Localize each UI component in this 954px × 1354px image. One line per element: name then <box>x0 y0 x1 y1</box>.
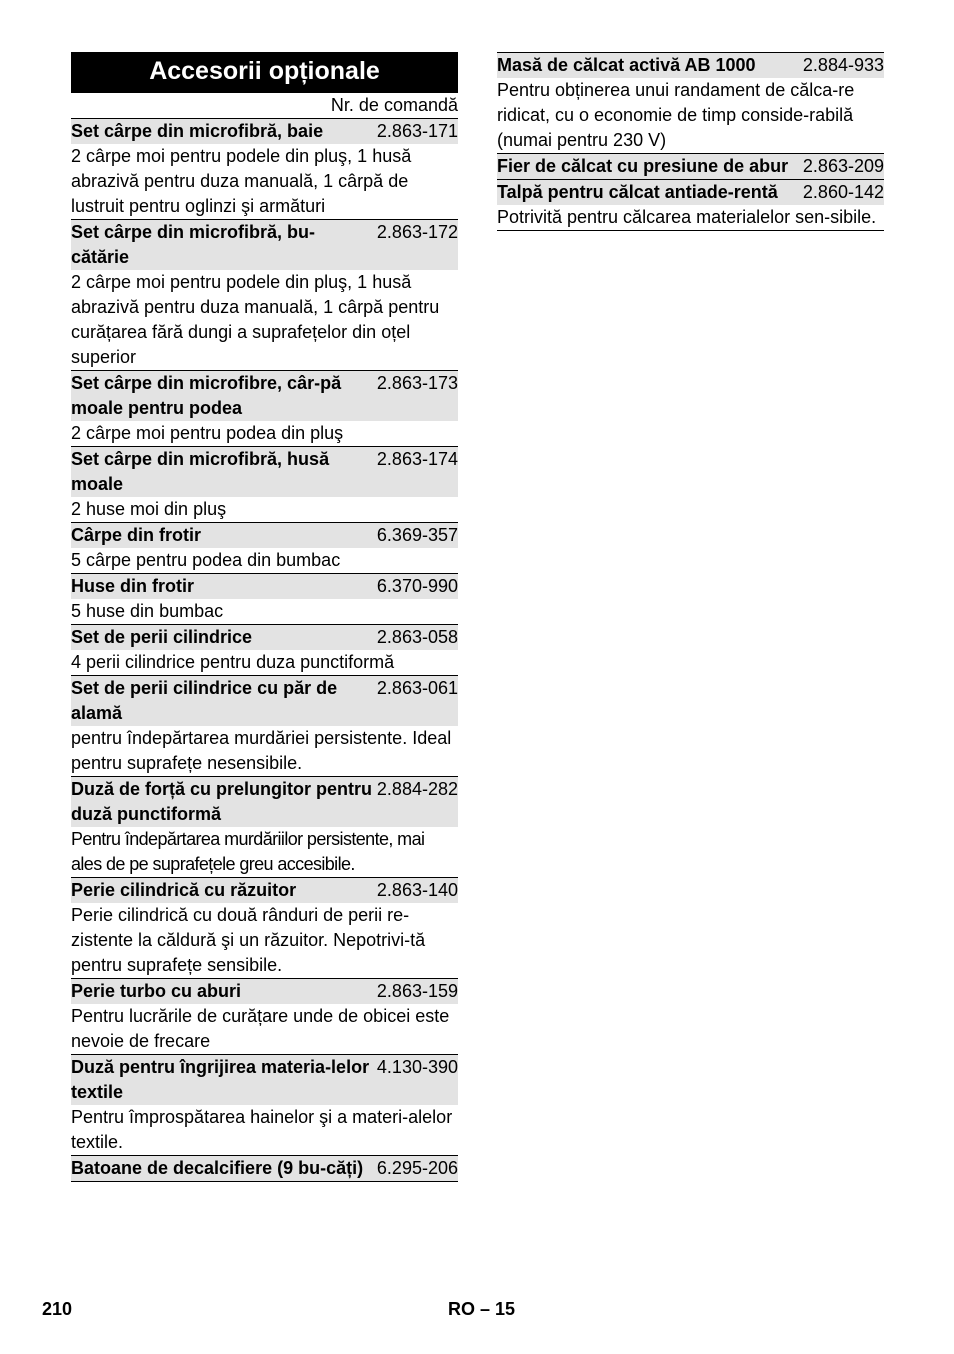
accessory-item <box>71 878 458 979</box>
accessory-item <box>497 154 884 180</box>
order-number: 6.295-206 <box>376 1158 458 1178</box>
right-column <box>497 52 884 231</box>
accessory-name: Set cârpe din microfibră, husă moale <box>71 449 330 494</box>
accessory-item <box>71 574 458 625</box>
accessory-description: Perie cilindrică cu două rânduri de perii re-zistente la căldură şi un răzuitor. Nepotrivi-tă pentru suprafețe sensibile. <box>71 903 458 979</box>
accessory-item-header <box>71 676 458 726</box>
accessory-description: 2 cârpe moi pentru podele din pluş, 1 husă abrazivă pentru duza manuală, 1 cârpă pentru curățarea fără dungi a suprafețelor din oțel superior <box>71 270 458 371</box>
order-number: 2.863-058 <box>376 627 458 647</box>
order-number: 2.863-140 <box>376 880 458 900</box>
accessory-description: 5 cârpe pentru podea din bumbac <box>71 548 458 574</box>
accessory-item-header <box>71 625 458 650</box>
order-number: 2.863-061 <box>376 678 458 698</box>
accessory-description: 5 huse din bumbac <box>71 599 458 625</box>
accessory-item-header <box>71 447 458 497</box>
accessory-name: Set cârpe din microfibră, baie <box>71 121 324 141</box>
order-number: 2.863-209 <box>802 156 884 176</box>
accessory-item-header <box>71 979 458 1004</box>
accessory-name: Duză de forță cu prelungitor pentru duză punctiformă <box>71 779 373 824</box>
accessory-item <box>71 119 458 220</box>
accessory-item-header <box>71 1156 458 1182</box>
accessory-description: 2 huse moi din pluş <box>71 497 458 523</box>
order-number: 2.863-159 <box>376 981 458 1001</box>
section-label: RO – 15 <box>448 1299 516 1319</box>
accessory-list <box>71 119 458 1182</box>
accessory-item-header <box>71 523 458 548</box>
order-number: 2.884-933 <box>802 55 884 75</box>
accessory-item <box>497 52 884 154</box>
accessory-name: Huse din frotir <box>71 576 195 596</box>
accessory-item <box>71 447 458 523</box>
accessory-item-header <box>497 154 884 180</box>
accessory-name: Perie cilindrică cu răzuitor <box>71 880 297 900</box>
accessory-item <box>71 1055 458 1156</box>
order-number: 2.860-142 <box>802 182 884 202</box>
order-number: 2.863-174 <box>376 449 458 469</box>
order-number-header: Nr. de comandă <box>71 93 458 119</box>
accessory-item <box>71 371 458 447</box>
accessory-item-header <box>71 1055 458 1105</box>
order-number: 6.369-357 <box>376 525 458 545</box>
accessory-item-header <box>497 180 884 205</box>
accessory-description: 2 cârpe moi pentru podele din pluş, 1 husă abrazivă pentru duza manuală, 1 cârpă de lustruit pentru oglinzi şi armături <box>71 144 458 220</box>
order-number: 6.370-990 <box>376 576 458 596</box>
accessory-item-header <box>71 777 458 827</box>
accessory-name: Perie turbo cu aburi <box>71 981 242 1001</box>
left-column <box>71 52 458 1182</box>
accessory-description: Pentru obținerea unui randament de călca-re ridicat, cu o economie de timp conside-rabilă (numai pentru 230 V) <box>497 78 884 154</box>
order-number: 2.863-171 <box>376 121 458 141</box>
accessory-name: Set cârpe din microfibră, bu-cătărie <box>71 222 316 267</box>
accessory-description: Pentru îndepărtarea murdăriilor persistente, mai ales de pe suprafețele greu accesibile. <box>71 827 458 878</box>
order-number: 2.863-173 <box>376 373 458 393</box>
accessory-item <box>71 979 458 1055</box>
accessory-item-header <box>71 574 458 599</box>
section-title: Accesorii opționale <box>71 52 458 93</box>
accessory-item <box>71 625 458 676</box>
accessory-item <box>71 777 458 878</box>
accessory-name: Batoane de decalcifiere (9 bu-căți) <box>71 1158 364 1178</box>
accessory-item-header <box>71 878 458 903</box>
accessory-item <box>71 676 458 777</box>
accessory-name: Talpă pentru călcat antiade-rentă <box>497 182 778 202</box>
accessory-item <box>71 523 458 574</box>
order-number: 2.863-172 <box>376 222 458 242</box>
order-number: 4.130-390 <box>376 1057 458 1077</box>
accessory-name: Cârpe din frotir <box>71 525 202 545</box>
accessory-name: Fier de călcat cu presiune de abur <box>497 156 789 176</box>
accessory-item <box>71 220 458 371</box>
order-number: 2.884-282 <box>376 779 458 799</box>
accessory-description: Pentru lucrările de curățare unde de obicei este nevoie de frecare <box>71 1004 458 1055</box>
accessory-description: 4 perii cilindrice pentru duza punctiformă <box>71 650 458 676</box>
accessory-item-header <box>497 53 884 78</box>
accessory-name: Duză pentru îngrijirea materia-lelor textile <box>71 1057 370 1102</box>
accessory-description: 2 cârpe moi pentru podea din pluş <box>71 421 458 447</box>
accessory-description: pentru îndepărtarea murdăriei persistente. Ideal pentru suprafețe nesensibile. <box>71 726 458 777</box>
accessory-name: Set de perii cilindrice <box>71 627 253 647</box>
accessory-description: Potrivită pentru călcarea materialelor sen-sibile. <box>497 205 884 231</box>
accessory-description: Pentru împrospătarea hainelor şi a materi-alelor textile. <box>71 1105 458 1156</box>
accessory-item-header <box>71 220 458 270</box>
accessory-name: Set de perii cilindrice cu păr de alamă <box>71 678 338 723</box>
accessory-name: Set cârpe din microfibre, câr-pă moale pentru podea <box>71 373 342 418</box>
accessory-item <box>497 180 884 231</box>
page-number: 210 <box>42 1299 73 1319</box>
accessory-item <box>71 1156 458 1182</box>
accessory-item-header <box>71 371 458 421</box>
accessory-name: Masă de călcat activă AB 1000 <box>497 55 756 75</box>
accessory-item-header <box>71 119 458 144</box>
accessory-list-continued <box>497 52 884 231</box>
